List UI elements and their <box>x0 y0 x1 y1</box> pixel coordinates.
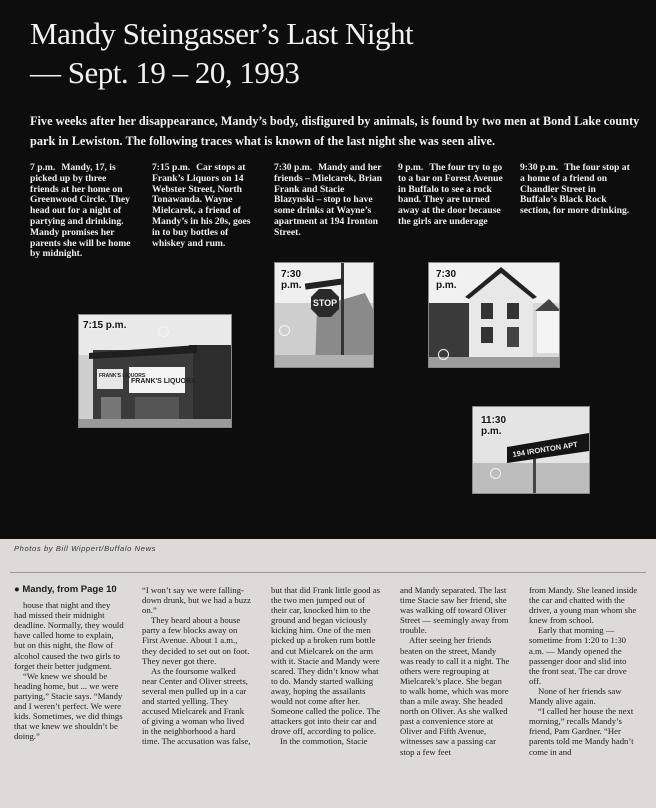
marker-circle <box>490 468 501 479</box>
liquor-store-image <box>79 315 232 428</box>
paragraph: house that night and they had missed their midnight deadline. Normally, they would have called home to explain, but on this night, the flow of alcohol caused the two girls to forget their better judgment. <box>14 600 124 671</box>
photo-credit: Photos by Bill Wippert/Buffalo News <box>14 544 157 553</box>
jump-text: Mandy, from Page 10 <box>22 585 117 595</box>
paragraph: They heard about a house party a few blocks away on First Avenue. About 1 a.m., they decided to set out on foot. They never got there. <box>142 615 250 666</box>
timeline-text: The four try to go to a bar on Forest Avenue in Buffalo to see a rock band. They are turned away at the door because the girls are underage <box>398 162 503 227</box>
paragraph: and Mandy separated. The last time Stacie saw her friend, she was walking off toward Oliver Street — seemingly away from trouble. <box>400 585 509 636</box>
timeline-step-930pm <box>520 163 632 217</box>
marker-circle <box>279 325 290 336</box>
photo-time-label <box>281 269 302 291</box>
photo-time-label: 7:15 p.m. <box>83 320 127 331</box>
story-column-3 <box>271 585 381 807</box>
story-column-2 <box>142 585 252 807</box>
stop-sign-text: STOP <box>312 298 338 308</box>
time-line-2: p.m. <box>436 280 457 291</box>
paragraph: but that did Frank little good as the two men jumped out of their car, knocked him to the ground and began viciously kicking him. One of the men picked up a broken rum bottle and cut Mielcarek on the arm with it. Stacie and Mandy were scared. They didn’t know what to do. Mandy started walking away, hoping the assailants would not come after her. Someone called the police. The attackers got into their car and drove off, according to police. <box>271 585 381 737</box>
paragraph: After seeing her friends beaten on the street, Mandy was ready to call it a night. The others were regrouping at Mielcarek’s place. She began to walk home, which was more than a mile away. She headed north on Oliver. As she walked past a convenience store at Oliver and Fifth Avenue, witnesses saw a passing car stop a few feet <box>400 635 510 757</box>
time-line-1: 7:30 <box>281 269 302 280</box>
stop-sign-photo <box>274 262 374 368</box>
jump-line <box>14 585 124 595</box>
bullet-icon: ● <box>14 585 23 595</box>
time-line-1: 11:30 <box>481 415 507 426</box>
timeline-time: 9 p.m. <box>398 162 424 173</box>
paragraph: As the foursome walked near Center and Oliver streets, several men pulled up in a car and started yelling. They accused Mielcarek and Frank of giving a woman who lived in the neighborhood a hard time. The accusation was false, <box>142 665 251 747</box>
paragraph: “I won’t say we were falling-down drunk, but we had a buzz on.” <box>142 585 251 616</box>
timeline-time: 9:30 p.m. <box>520 162 559 173</box>
store-sign-small: FRANK'S LIQUORS <box>99 373 146 379</box>
timeline-time: 7:15 p.m. <box>152 162 191 173</box>
headline-line-1: Mandy Steingasser’s Last Night <box>30 16 414 51</box>
headline <box>30 14 630 92</box>
timeline-step-9pm <box>398 163 504 228</box>
time-line-2: p.m. <box>281 280 302 291</box>
timeline-time: 7 p.m. <box>30 162 56 173</box>
story-column-5 <box>529 585 639 807</box>
time-line-1: 7:30 <box>436 269 457 280</box>
paragraph: “We knew we should be heading home, but ... we were partying,” Stacie says. “Mandy and I weren’t perfect. We were kids. Sometimes, we did things that we knew we shouldn’t be doing.” <box>14 670 123 742</box>
timeline-time: 7:30 p.m. <box>274 162 313 173</box>
time-line-2: p.m. <box>481 426 502 437</box>
marker-circle <box>438 349 449 360</box>
story-column-1 <box>14 585 124 807</box>
timeline-step-7pm <box>30 163 135 260</box>
paragraph: None of her friends saw Mandy alive again. <box>529 685 622 707</box>
photo-time-label <box>481 415 506 437</box>
paragraph: Early that morning — sometime from 1:20 to 1:30 a.m. — Mandy opened the passenger door and slid into the front seat. The car drove off. <box>529 625 627 686</box>
house-photo <box>428 262 560 368</box>
paragraph: “I called her house the next morning,” recalls Mandy’s friend, Pam Gardner. “Her parents told me Mandy hadn’t come in and <box>529 706 634 757</box>
headline-line-2: — Sept. 19 – 20, 1993 <box>30 55 300 90</box>
timeline-text: Car stops at Frank’s Liquors on 14 Webster Street, North Tonawanda. Wayne Mielcarek, a friend of Mandy’s in his 20s, goes in to buy bottles of whiskey and rum. <box>152 162 251 249</box>
photo-time-label <box>436 269 457 291</box>
marker-circle <box>158 326 169 337</box>
timeline-step-730pm <box>274 163 382 239</box>
divider <box>10 572 646 573</box>
liquor-store-photo <box>78 314 232 428</box>
deck-text: Five weeks after her disappearance, Mandy’s body, disfigured by animals, is found by two men at Bond Lake county park in Lewiston. The following traces what is known of the last night she was seen alive. <box>30 114 640 148</box>
apartment-sign-text: 194 IRONTON APT <box>511 439 579 459</box>
timeline-step-715pm <box>152 163 257 249</box>
story-column-4 <box>400 585 510 807</box>
timeline-text: Mandy, 17, is picked up by three friends at her home on Greenwood Circle. They head out for a night of partying and drinking. Mandy promises her parents she will be home by midnight. <box>30 162 131 260</box>
timeline-text: The four stop at a home of a friend on Chandler Street in Buffalo’s Black Rock section, for more drinking. <box>520 162 630 217</box>
paragraph: In the commotion, Stacie <box>280 736 368 747</box>
store-sign: FRANK'S LIQUORS <box>131 378 196 385</box>
paragraph: from Mandy. She leaned inside the car and chatted with the driver, a young man whom she knew from school. <box>529 585 638 626</box>
apartment-sign-photo <box>472 406 590 494</box>
timeline-text: Mandy and her friends – Mielcarek, Brian Frank and Stacie Blazynski – stop to have some drinks at Wayne’s apartment at 194 Ironton Street. <box>274 162 383 238</box>
